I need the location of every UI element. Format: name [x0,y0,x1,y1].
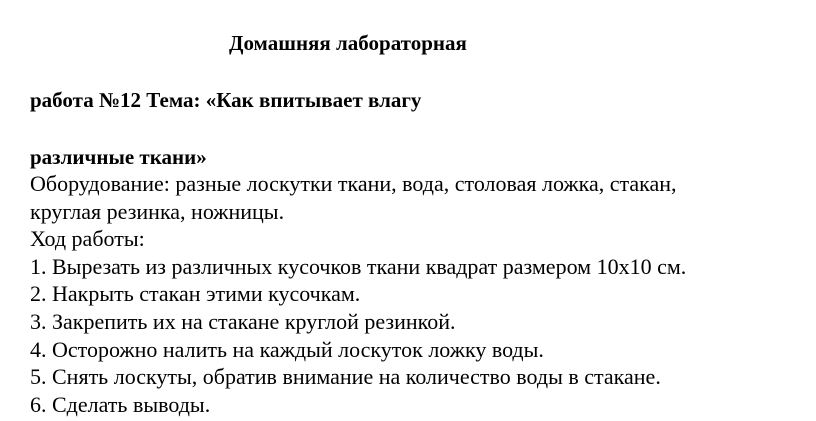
step-5: 5. Снять лоскуты, обратив внимание на количество воды в стакане. [30,364,661,390]
step-1: 1. Вырезать из различных кусочков ткани квадрат размером 10х10 см. [30,253,687,279]
procedure-heading: Ход работы: [30,226,145,252]
document-body [30,170,810,418]
title-line-1: Домашняя лабораторная [229,31,467,55]
step-6: 6. Сделать выводы. [30,391,211,417]
step-3: 3. Закрепить их на стакане круглой резинкой. [30,308,456,334]
step-4: 4. Осторожно налить на каждый лоскуток ложку воды. [30,336,544,362]
equipment-line-2: круглая резинка, ножницы. [30,198,285,224]
title-line-3: различные ткани» [30,145,207,169]
equipment-line-1: Оборудование: разные лоскутки ткани, вода, столовая ложка, стакан, [30,171,677,196]
title-line-2: работа №12 Тема: «Как впитывает влагу [30,88,422,112]
step-2: 2. Накрыть стакан этими кусочкам. [30,281,361,307]
